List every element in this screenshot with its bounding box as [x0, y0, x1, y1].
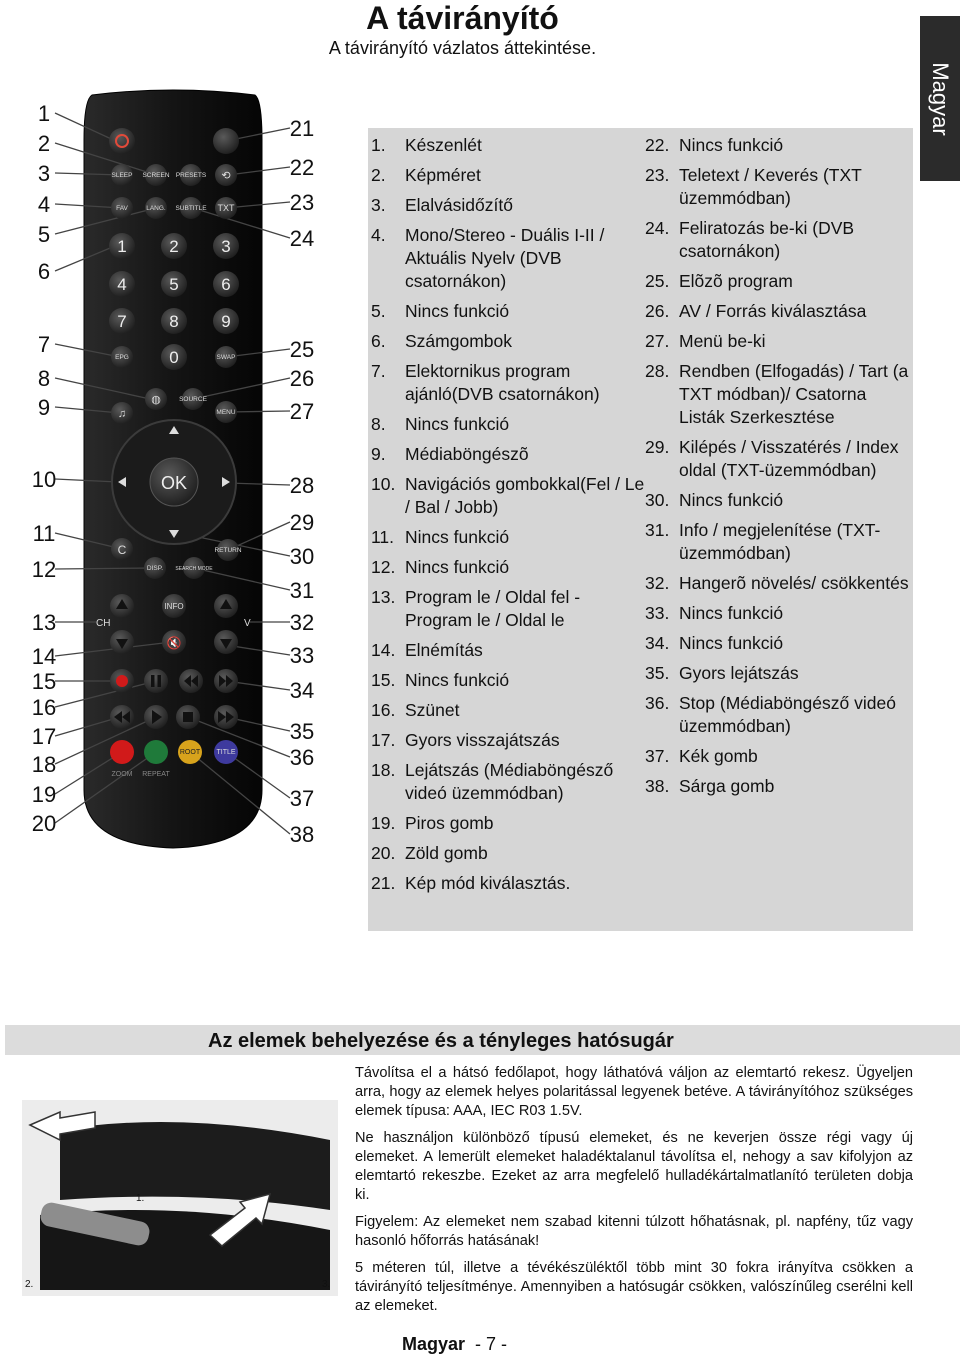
legend-item [371, 842, 646, 865]
legend-number: 10. [371, 474, 396, 494]
legend-number: 13. [371, 587, 396, 607]
legend-number: 34. [645, 633, 670, 653]
legend-text: Teletext / Keverés (TXT üzemmódban) [679, 165, 862, 208]
legend-number: 31. [645, 520, 670, 540]
digit-1-label: 1 [117, 237, 127, 256]
ch-label: CH [96, 618, 111, 629]
callout-16: 16 [31, 695, 57, 720]
callout-2: 2 [37, 131, 51, 156]
legend-number: 29. [645, 437, 670, 457]
callout-12: 12 [31, 557, 57, 582]
legend-text: Nincs funkció [679, 603, 784, 623]
legend-text: Nincs funkció [405, 670, 510, 690]
legend-item [371, 473, 646, 519]
legend-number: 2. [371, 165, 386, 185]
power-button[interactable] [109, 128, 135, 154]
legend-text: Elektornikus program ajánló(DVB csatornákon) [405, 361, 600, 404]
legend-number: 30. [645, 490, 670, 510]
legend-number: 19. [371, 813, 396, 833]
legend-item [645, 775, 910, 798]
legend-item [645, 270, 910, 293]
legend-text: Nincs funkció [405, 301, 510, 321]
legend-number: 1. [371, 135, 386, 155]
digit-5-label: 5 [169, 275, 179, 294]
footer-language: Magyar [402, 1334, 466, 1354]
legend-number: 25. [645, 271, 670, 291]
record-icon [116, 675, 128, 687]
legend-item [371, 360, 646, 406]
callout-29: 29 [289, 510, 315, 535]
legend-item [371, 812, 646, 835]
callout-10: 10 [31, 467, 57, 492]
callout-37: 37 [289, 786, 315, 811]
callout-6: 6 [37, 259, 51, 284]
page-footer [402, 1334, 507, 1355]
legend-item [371, 526, 646, 549]
step-2-label: 2. [25, 1279, 34, 1290]
legend-item [371, 413, 646, 436]
legend-text: Gyors lejátszás [679, 663, 799, 683]
footer-page-number: - 7 - [475, 1334, 508, 1354]
legend-number: 38. [645, 776, 670, 796]
legend-item [645, 632, 910, 655]
callout-3: 3 [37, 161, 51, 186]
pause-button[interactable] [144, 669, 168, 693]
legend-item [645, 662, 910, 685]
paragraph-1: Távolítsa el a hátsó fedőlapot, hogy láthatóvá váljon az elemtartó rekesz. Ügyeljen arra, hogy az elemek helyes polaritással legyenek betéve. A távirányítóhoz szükséges elemek típusa: AAA, IEC R03 1.5V. [355, 1065, 913, 1119]
legend-item [371, 134, 646, 157]
legend-number: 11. [371, 527, 395, 547]
legend-number: 8. [371, 414, 386, 434]
legend-text: Kilépés / Visszatérés / Index oldal (TXT-üzemmódban) [679, 437, 899, 480]
legend-text: Gyors visszajátszás [405, 730, 560, 750]
digit-0-label: 0 [169, 348, 179, 367]
legend-item [371, 224, 646, 293]
legend-text: Nincs funkció [405, 557, 510, 577]
legend-number: 37. [645, 746, 670, 766]
legend-number: 18. [371, 760, 396, 780]
media-note-icon: ♫ [117, 408, 127, 420]
subtitle-label: SUBTITLE [175, 205, 207, 212]
callout-33: 33 [289, 643, 315, 668]
paragraph-4: 5 méteren túl, illetve a tévékészüléktől több mint 30 fokra irányítva csökken a távirányító teljesítménye. Amennyiben a hatósugár csökken, valószínűleg cserélni kell az elemeket. [355, 1260, 913, 1314]
legend-number: 35. [645, 663, 670, 683]
legend-item [645, 330, 910, 353]
callout-18: 18 [31, 752, 57, 777]
legend-item [645, 134, 910, 157]
stop-icon [183, 712, 193, 722]
digit-9-label: 9 [221, 312, 231, 331]
digit-8-label: 8 [169, 312, 179, 331]
legend-text: Hangerõ növelés/ csökkentés [679, 573, 909, 593]
legend-text: Elnémítás [405, 640, 483, 660]
callout-21: 21 [289, 116, 315, 141]
callout-22: 22 [289, 155, 315, 180]
epg-label: EPG [115, 354, 129, 361]
legend-number: 14. [371, 640, 396, 660]
legend-item [371, 330, 646, 353]
legend-item [645, 436, 910, 482]
legend-text: Elõzõ program [679, 271, 793, 291]
legend-item [645, 745, 910, 768]
legend-item [645, 572, 910, 595]
v-label: V [244, 618, 251, 629]
callout-19: 19 [31, 782, 57, 807]
legend-number: 32. [645, 573, 670, 593]
legend-number: 21. [371, 873, 396, 893]
battery-instructions [355, 1064, 913, 1324]
legend-text: Sárga gomb [679, 776, 775, 796]
warning-label: Figyelem [355, 1214, 415, 1230]
presets-label: PRESETS [175, 172, 207, 179]
callout-30: 30 [289, 544, 315, 569]
legend-number: 36. [645, 693, 670, 713]
legend-item [371, 669, 646, 692]
globe-icon: ◍ [151, 394, 161, 406]
remote-back-upper [60, 1122, 330, 1210]
legend-text: Készenlét [405, 135, 482, 155]
legend-text: Nincs funkció [405, 527, 510, 547]
legend-list-left [371, 134, 646, 902]
root-label: ROOT [179, 749, 201, 756]
screen-label: SCREEN [142, 172, 170, 179]
legend-number: 27. [645, 331, 670, 351]
c-label: C [117, 543, 127, 557]
legend-number: 26. [645, 301, 670, 321]
legend-text: Számgombok [405, 331, 512, 351]
legend-text: Nincs funkció [679, 135, 784, 155]
legend-text: Piros gomb [405, 813, 494, 833]
legend-number: 5. [371, 301, 386, 321]
legend-text: Nincs funkció [679, 490, 784, 510]
lang-label: LANG. [146, 205, 166, 212]
legend-item [645, 300, 910, 323]
callout-11: 11 [32, 521, 56, 546]
step-1-label: 1. [136, 1193, 145, 1204]
callout-23: 23 [289, 190, 315, 215]
legend-text: Menü be-ki [679, 331, 766, 351]
source-label: SOURCE [179, 396, 207, 403]
legend-item [371, 639, 646, 662]
callout-28: 28 [289, 473, 315, 498]
legend-number: 6. [371, 331, 386, 351]
legend-text: Nincs funkció [405, 414, 510, 434]
legend-text: Rendben (Elfogadás) / Tart (a TXT módban)/ Csatorna Listák Szerkesztése [679, 361, 909, 427]
legend-number: 16. [371, 700, 396, 720]
legend-number: 7. [371, 361, 386, 381]
callout-25: 25 [289, 337, 315, 362]
callout-1: 1 [37, 101, 51, 126]
zoom-label: ZOOM [111, 771, 133, 778]
warning-text: : Az elemeket nem szabad kitenni túlzott hőhatásnak, pl. napfény, tűz vagy hasonló hőforrás hatásának! [355, 1214, 913, 1249]
legend-item [645, 602, 910, 625]
legend-number: 23. [645, 165, 670, 185]
callout-8: 8 [37, 366, 51, 391]
legend-item [371, 300, 646, 323]
callout-36: 36 [289, 745, 315, 770]
legend-number: 20. [371, 843, 396, 863]
legend-item [371, 872, 646, 895]
sleep-label: SLEEP [111, 172, 133, 179]
paragraph-2: Ne használjon különböző típusú elemeket, és ne keverjen össze régi vagy új elemeket. A lemerült elemeket haladéktalanul távolítsa el, nehogy a sav kifolyjon az elemtartó rekeszbe. Ezeket az arra megfelelő hulladékártalmatlanító területen dobja ki. [355, 1130, 913, 1203]
legend-text: AV / Forrás kiválasztása [679, 301, 867, 321]
legend-text: Nincs funkció [679, 633, 784, 653]
callout-34: 34 [289, 678, 315, 703]
legend-number: 9. [371, 444, 386, 464]
disp-label: DISP. [146, 565, 164, 572]
legend-number: 17. [371, 730, 396, 750]
txt-label: TXT [217, 203, 235, 213]
callout-32: 32 [289, 610, 315, 635]
legend-number: 28. [645, 361, 670, 381]
digit-2-label: 2 [169, 237, 179, 256]
legend-text: Médiaböngészõ [405, 444, 529, 464]
legend-text: Lejátszás (Médiaböngésző videó üzemmódban) [405, 760, 614, 803]
callout-35: 35 [289, 719, 315, 744]
legend-item [371, 194, 646, 217]
picture-mode-button[interactable] [213, 128, 239, 154]
legend-text: Feliratozás be-ki (DVB csatornákon) [679, 218, 855, 261]
digit-4-label: 4 [117, 275, 127, 294]
legend-text: Kék gomb [679, 746, 758, 766]
battery-illustration [20, 1098, 340, 1298]
legend-number: 22. [645, 135, 670, 155]
legend-item [371, 586, 646, 632]
legend-number: 33. [645, 603, 670, 623]
legend-item [645, 217, 910, 263]
callout-17: 17 [31, 724, 57, 749]
legend-text: Zöld gomb [405, 843, 488, 863]
green-button[interactable] [144, 740, 168, 764]
legend-item [371, 556, 646, 579]
legend-item [645, 360, 910, 429]
callout-26: 26 [289, 366, 315, 391]
title-label: TITLE [216, 749, 236, 756]
callout-5: 5 [37, 222, 51, 247]
callout-4: 4 [37, 192, 51, 217]
legend-text: Kép mód kiválasztás. [405, 873, 571, 893]
callout-7: 7 [37, 332, 51, 357]
info-label: INFO [164, 602, 184, 611]
callout-9: 9 [37, 395, 51, 420]
legend-list-right [645, 134, 910, 805]
callout-15: 15 [31, 669, 57, 694]
digit-7-label: 7 [117, 312, 127, 331]
red-button[interactable] [110, 740, 134, 764]
legend-text: Info / megjelenítése (TXT-üzemmódban) [679, 520, 881, 563]
callout-38: 38 [289, 822, 315, 847]
legend-text: Képméret [405, 165, 481, 185]
menu-label: MENU [216, 409, 236, 416]
swap-label: SWAP [216, 354, 236, 361]
return-arrow-icon: ⟲ [221, 170, 231, 182]
legend-text: Navigációs gombokkal(Fel / Le / Bal / Jobb) [405, 474, 645, 517]
right-callouts [290, 116, 314, 847]
legend-item [371, 759, 646, 805]
legend-text: Mono/Stereo - Duális I-II / Aktuális Nyelv (DVB csatornákon) [405, 225, 605, 291]
language-tab [920, 16, 960, 181]
callout-20: 20 [31, 811, 57, 836]
legend-number: 12. [371, 557, 396, 577]
page-subtitle: A távirányító vázlatos áttekintése. [328, 38, 597, 58]
legend-item [371, 164, 646, 187]
legend-text: Szünet [405, 700, 460, 720]
legend-item [645, 692, 910, 738]
repeat-label: REPEAT [142, 771, 170, 778]
mute-icon: 🔇 [166, 636, 182, 650]
legend-item [645, 164, 910, 210]
page-title: A távirányító [366, 0, 559, 36]
callout-14: 14 [31, 644, 57, 669]
legend-number: 24. [645, 218, 670, 238]
left-callouts [32, 101, 56, 836]
legend-number: 4. [371, 225, 386, 245]
callout-27: 27 [289, 399, 315, 424]
return-label: RETURN [214, 547, 242, 554]
legend-item [371, 443, 646, 466]
digit-6-label: 6 [221, 275, 231, 294]
digit-3-label: 3 [221, 237, 231, 256]
legend-text: Elalvásidőzítő [405, 195, 513, 215]
legend-item [645, 489, 910, 512]
legend-text: Stop (Médiaböngésző videó üzemmódban) [679, 693, 896, 736]
search-mode-label: SEARCH MODE [175, 566, 213, 572]
legend-item [371, 699, 646, 722]
language-tab-label: Magyar [928, 61, 953, 136]
callout-31: 31 [289, 578, 315, 603]
legend-number: 3. [371, 195, 386, 215]
callout-13: 13 [31, 610, 57, 635]
section-title: Az elemek behelyezése és a tényleges hatósugár [208, 1030, 674, 1052]
callout-24: 24 [289, 226, 315, 251]
paragraph-3 [355, 1213, 913, 1251]
legend-text: Program le / Oldal fel - Program le / Oldal le [405, 587, 581, 630]
legend-number: 15. [371, 670, 396, 690]
fav-label: FAV [116, 205, 128, 212]
legend-item [371, 729, 646, 752]
remote-illustration [20, 80, 320, 850]
step-3-label: 3. [322, 1279, 331, 1290]
ok-label: OK [160, 473, 188, 493]
legend-item [645, 519, 910, 565]
